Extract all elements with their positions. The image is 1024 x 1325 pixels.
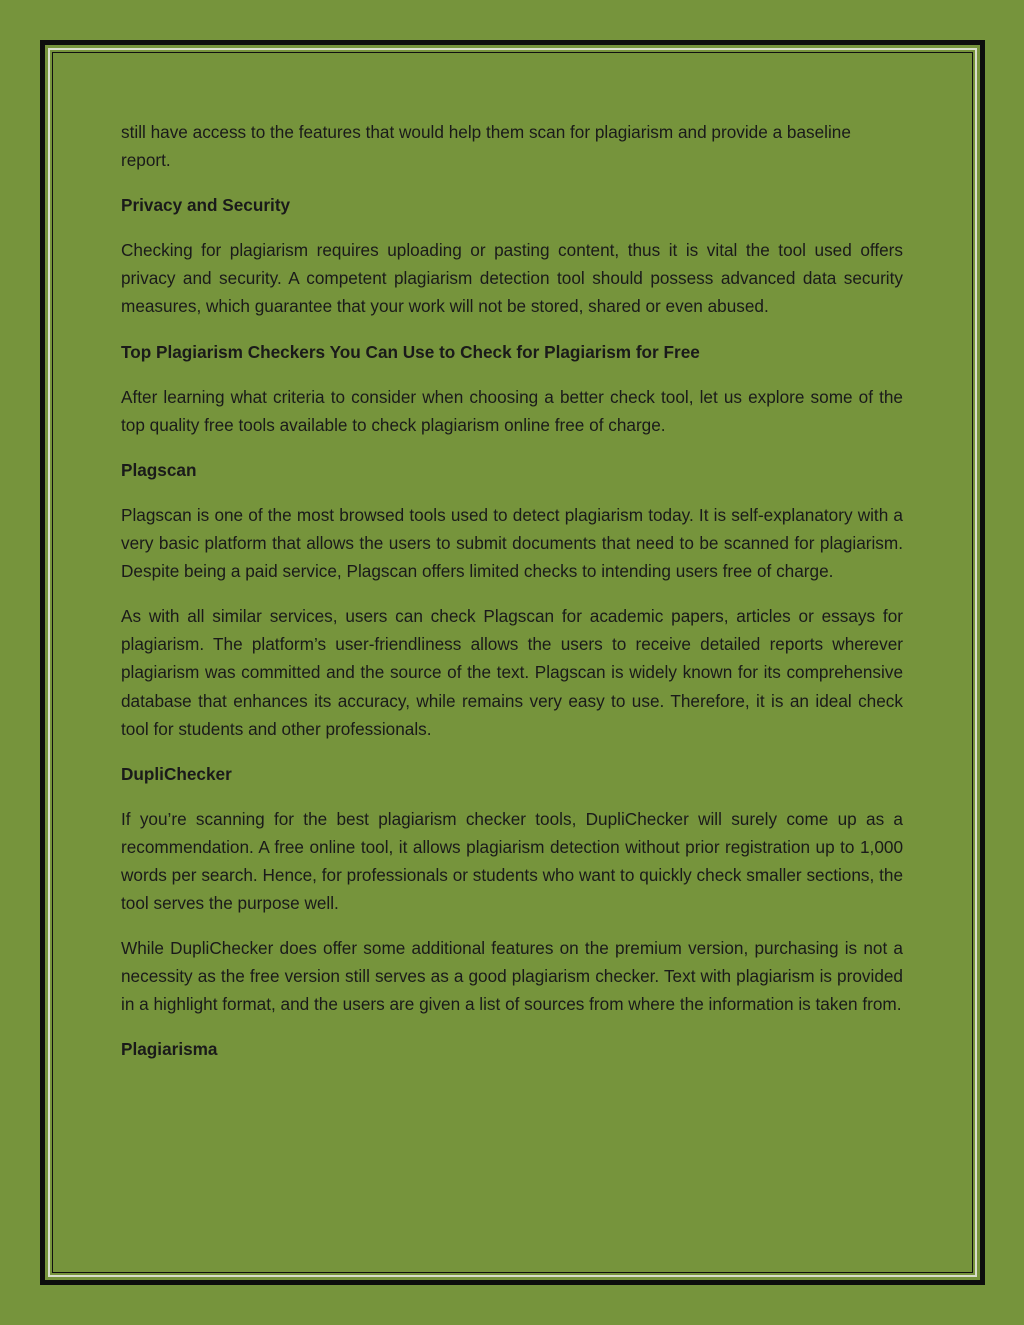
heading-plagiarisma: Plagiarisma: [121, 1039, 218, 1060]
heading-top-checkers: Top Plagiarism Checkers You Can Use to Check for Plagiarism for Free: [121, 341, 700, 362]
paragraph-plagscan-1: Plagscan is one of the most browsed tools used to detect plagiarism today. It is self-explanatory with a very basic platform that allows the users to submit documents that need to be scanned for plagiarism. Despite being a paid service, Plagscan offers limited checks to intending users free of charge.: [121, 504, 903, 582]
paragraph-top-checkers: After learning what criteria to consider when choosing a better check tool, let us explore some of the top quality free tools available to check plagiarism online free of charge.: [121, 386, 903, 435]
heading-privacy-security: Privacy and Security: [121, 195, 291, 216]
document-body: [121, 118, 903, 1081]
heading-plagscan: Plagscan: [121, 459, 197, 480]
paragraph-duplichecker-1: If you’re scanning for the best plagiarism checker tools, DupliChecker will surely come up as a recommendation. A free online tool, it allows plagiarism detection without prior registration up to 1,000 words per search. Hence, for professionals or students who want to quickly check smaller sections, the tool serves the purpose well.: [121, 808, 903, 914]
paragraph-plagscan-2: As with all similar services, users can check Plagscan for academic papers, articles or essays for plagiarism. The platform’s user-friendliness allows the users to receive detailed reports wherever plagiarism was committed and the source of the text. Plagscan is widely known for its comprehensive database that enhances its accuracy, while remains very easy to use. Therefore, it is an ideal check tool for students and other professionals.: [121, 606, 903, 739]
heading-duplichecker: DupliChecker: [121, 763, 232, 784]
paragraph-intro: still have access to the features that would help them scan for plagiarism and provide a baseline report.: [121, 122, 851, 171]
paragraph-privacy-security: Checking for plagiarism requires uploading or pasting content, thus it is vital the tool used offers privacy and security. A competent plagiarism detection tool should possess advanced data security measures, which guarantee that your work will not be stored, shared or even abused.: [121, 240, 903, 317]
paragraph-duplichecker-2: While DupliChecker does offer some additional features on the premium version, purchasing is not a necessity as the free version still serves as a good plagiarism checker. Text with plagiarism is provided in a highlight format, and the users are given a list of sources from where the information is taken from.: [121, 938, 903, 1015]
